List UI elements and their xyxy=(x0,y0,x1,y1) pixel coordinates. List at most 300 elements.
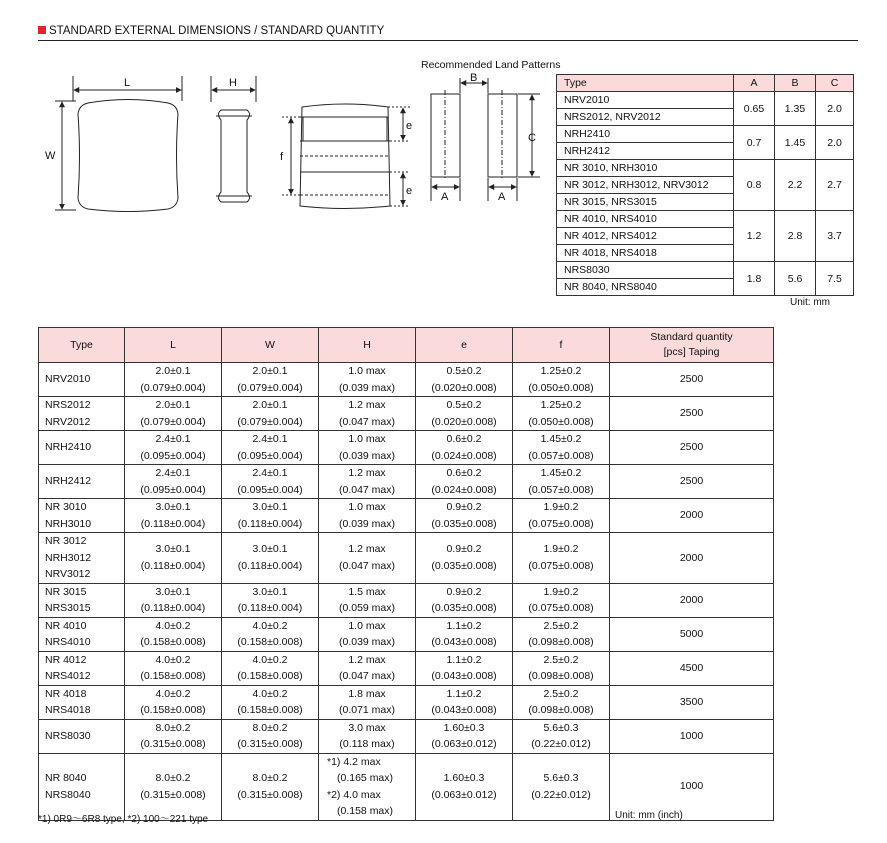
e-cell xyxy=(416,465,513,499)
L-line: (0.095±0.004) xyxy=(140,483,206,496)
type-cell: NR 4010, NRS4010 xyxy=(557,211,734,228)
table-row xyxy=(557,92,854,109)
H-line: 1.2 max xyxy=(348,653,386,666)
type-line: NRS8040 xyxy=(45,788,91,801)
type-line: NRH3012 xyxy=(45,551,92,564)
type-line: NR 4012 xyxy=(45,653,87,666)
f-line: 1.9±0.2 xyxy=(543,501,579,513)
L-line: (0.095±0.004) xyxy=(140,449,206,462)
H-line: 1.0 max xyxy=(348,433,386,445)
L-cell xyxy=(125,651,222,685)
e-line: (0.043±0.008) xyxy=(431,670,497,682)
type-line: NR 3010 xyxy=(45,501,87,513)
label-H: H xyxy=(229,77,237,89)
e-line: 0.9±0.2 xyxy=(446,585,482,598)
type-line: NRS4018 xyxy=(45,704,91,716)
unit-label: Unit: mm (inch) xyxy=(615,810,683,821)
L-cell xyxy=(125,719,222,753)
L-line: (0.118±0.004) xyxy=(140,517,206,530)
f-line: (0.075±0.008) xyxy=(528,602,594,614)
L-line: 4.0±0.2 xyxy=(155,653,191,666)
label-A-right: A xyxy=(498,191,506,203)
dimension-table xyxy=(38,327,774,821)
H-line: (0.047 max) xyxy=(338,670,396,682)
L-line: 8.0±0.2 xyxy=(155,772,191,784)
value-C: 3.7 xyxy=(816,211,854,262)
type-line: NRS8030 xyxy=(45,729,91,742)
f-line: 2.5±0.2 xyxy=(543,687,579,700)
L-cell xyxy=(125,397,222,431)
W-line: (0.079±0.004) xyxy=(237,381,303,394)
type-cell: NRH2412 xyxy=(557,143,734,160)
W-line: 4.0±0.2 xyxy=(252,653,288,666)
e-line: (0.020±0.008) xyxy=(431,381,497,394)
W-line: 3.0±0.1 xyxy=(252,585,288,598)
f-line: 1.25±0.2 xyxy=(540,365,582,377)
col-B: B xyxy=(775,75,816,92)
W-cell xyxy=(222,397,319,431)
H-line: (0.047 max) xyxy=(338,559,396,572)
table-row xyxy=(39,651,774,685)
W-cell xyxy=(222,465,319,499)
header-qty-line1: Standard quantity xyxy=(650,331,733,343)
table-row xyxy=(39,465,774,499)
L-cell xyxy=(125,431,222,465)
H-line: (0.039 max) xyxy=(338,636,396,648)
label-B: B xyxy=(470,72,478,84)
f-line: 5.6±0.3 xyxy=(543,772,579,784)
e-cell xyxy=(416,719,513,753)
header-W: W xyxy=(222,328,319,363)
value-A: 1.8 xyxy=(734,262,775,296)
e-line: 0.5±0.2 xyxy=(446,399,482,411)
side-view-outline xyxy=(219,110,250,202)
L-line: 4.0±0.2 xyxy=(155,619,191,632)
value-B: 5.6 xyxy=(775,262,816,296)
quantity-cell: 2500 xyxy=(610,431,774,465)
e-line: 1.1±0.2 xyxy=(446,619,482,632)
f-cell xyxy=(513,397,610,431)
f-line: (0.057±0.008) xyxy=(528,449,594,462)
type-cell xyxy=(39,719,125,753)
e-line: 0.5±0.2 xyxy=(446,365,482,377)
H-cell xyxy=(319,397,416,431)
e-cell xyxy=(416,499,513,533)
quantity-cell: 2500 xyxy=(610,363,774,397)
type-line: NRH3010 xyxy=(45,517,92,530)
type-cell xyxy=(39,651,125,685)
footnote: *1) 0R9～6R8 type, *2) 100～221 type xyxy=(38,814,209,825)
land-pattern-table xyxy=(556,74,854,296)
f-line: (0.050±0.008) xyxy=(528,415,594,428)
L-line: 4.0±0.2 xyxy=(155,687,191,700)
type-line: NR 3012 xyxy=(45,535,87,547)
type-cell: NR 3012, NRH3012, NRV3012 xyxy=(557,177,734,194)
value-C: 7.5 xyxy=(816,262,854,296)
quantity-cell: 2000 xyxy=(610,583,774,617)
e-line: (0.063±0.012) xyxy=(431,738,497,750)
type-line: NR 8040 xyxy=(45,772,87,784)
e-cell xyxy=(416,651,513,685)
label-e-bottom: e xyxy=(406,185,413,197)
table-row xyxy=(557,211,854,228)
e-line: (0.024±0.008) xyxy=(431,483,497,496)
f-line: (0.098±0.008) xyxy=(528,670,594,682)
table-row xyxy=(557,262,854,279)
H-line: (0.059 max) xyxy=(338,602,396,614)
L-cell xyxy=(125,499,222,533)
W-line: 2.0±0.1 xyxy=(252,399,288,411)
W-cell xyxy=(222,499,319,533)
H-line: 3.0 max xyxy=(348,721,386,734)
L-line: 2.4±0.1 xyxy=(155,467,191,479)
e-cell xyxy=(416,397,513,431)
value-A: 0.8 xyxy=(734,160,775,211)
type-line: NRS3015 xyxy=(45,602,91,614)
W-cell xyxy=(222,651,319,685)
W-line: (0.118±0.004) xyxy=(237,602,303,614)
H-line: (0.039 max) xyxy=(338,449,396,462)
H-cell xyxy=(319,363,416,397)
type-line: NR 4010 xyxy=(45,619,87,632)
W-line: (0.315±0.008) xyxy=(237,738,303,750)
f-line: (0.098±0.008) xyxy=(528,636,594,648)
quantity-cell: 2000 xyxy=(610,533,774,584)
type-cell xyxy=(39,533,125,584)
quantity-cell: 5000 xyxy=(610,617,774,651)
W-line: (0.158±0.008) xyxy=(237,704,303,716)
value-A: 1.2 xyxy=(734,211,775,262)
type-line: NR 3015 xyxy=(45,585,87,598)
type-cell xyxy=(39,583,125,617)
e-line: 0.9±0.2 xyxy=(446,501,482,513)
land-unit-label: Unit: mm xyxy=(790,297,830,308)
e-line: (0.024±0.008) xyxy=(431,449,497,462)
dimension-table-header xyxy=(39,328,774,363)
type-cell xyxy=(39,397,125,431)
L-line: (0.315±0.008) xyxy=(140,788,206,801)
quantity-cell: 1000 xyxy=(610,719,774,753)
type-cell: NR 4012, NRS4012 xyxy=(557,228,734,245)
L-cell xyxy=(125,583,222,617)
H-cell xyxy=(319,499,416,533)
table-row xyxy=(39,719,774,753)
L-cell xyxy=(125,685,222,719)
quantity-cell: 3500 xyxy=(610,685,774,719)
header-e: e xyxy=(416,328,513,363)
value-B: 2.8 xyxy=(775,211,816,262)
value-B: 1.45 xyxy=(775,126,816,160)
f-line: 2.5±0.2 xyxy=(543,619,579,632)
e-cell xyxy=(416,753,513,820)
H-cell xyxy=(319,583,416,617)
H-line: (0.047 max) xyxy=(338,483,396,496)
type-cell: NR 4018, NRS4018 xyxy=(557,245,734,262)
type-cell: NR 8040, NRS8040 xyxy=(557,279,734,296)
f-cell xyxy=(513,685,610,719)
f-line: (0.057±0.008) xyxy=(528,483,594,496)
H-cell xyxy=(319,651,416,685)
f-line: (0.22±0.012) xyxy=(531,788,591,801)
e-cell xyxy=(416,617,513,651)
type-cell: NR 3010, NRH3010 xyxy=(557,160,734,177)
L-cell xyxy=(125,465,222,499)
W-line: (0.315±0.008) xyxy=(237,788,303,801)
H-line: 1.2 max xyxy=(348,399,386,411)
header-qty-line2: [pcs] Taping xyxy=(663,346,720,358)
H-line: (0.039 max) xyxy=(338,381,396,394)
W-line: 4.0±0.2 xyxy=(252,687,288,700)
W-line: 2.4±0.1 xyxy=(252,433,288,445)
L-line: 8.0±0.2 xyxy=(155,721,191,734)
L-line: 2.4±0.1 xyxy=(155,433,191,445)
type-cell: NR 3015, NRS3015 xyxy=(557,194,734,211)
land-table-header xyxy=(557,75,854,92)
L-line: 3.0±0.1 xyxy=(155,501,191,513)
H-line: (0.039 max) xyxy=(338,517,396,530)
col-C: C xyxy=(816,75,854,92)
e-cell xyxy=(416,583,513,617)
H-cell xyxy=(319,533,416,584)
label-W: W xyxy=(45,150,56,162)
f-cell xyxy=(513,533,610,584)
L-line: (0.315±0.008) xyxy=(140,738,206,750)
L-cell xyxy=(125,363,222,397)
type-line: NRV2012 xyxy=(45,415,91,428)
e-line: (0.020±0.008) xyxy=(431,415,497,428)
f-line: 1.45±0.2 xyxy=(540,433,582,445)
W-line: 8.0±0.2 xyxy=(252,721,288,734)
table-row xyxy=(39,363,774,397)
H-line: 1.0 max xyxy=(348,365,386,377)
type-line: NRS4012 xyxy=(45,670,91,682)
e-cell xyxy=(416,363,513,397)
W-cell xyxy=(222,533,319,584)
L-line: (0.158±0.008) xyxy=(140,670,206,682)
quantity-cell: 2500 xyxy=(610,397,774,431)
value-C: 2.0 xyxy=(816,126,854,160)
W-line: 3.0±0.1 xyxy=(252,501,288,513)
L-cell xyxy=(125,617,222,651)
H-cell xyxy=(319,465,416,499)
top-view-outline xyxy=(78,100,178,212)
f-line: 1.9±0.2 xyxy=(543,585,579,598)
H-line: 1.8 max xyxy=(348,687,386,700)
section-title: STANDARD EXTERNAL DIMENSIONS / STANDARD QUANTITY xyxy=(49,25,385,37)
e-line: (0.043±0.008) xyxy=(431,704,497,716)
table-row xyxy=(557,160,854,177)
H-line: (0.165 max) xyxy=(337,772,394,784)
H-cell xyxy=(319,431,416,465)
f-cell xyxy=(513,583,610,617)
W-line: 3.0±0.1 xyxy=(252,543,288,556)
quantity-cell: 2500 xyxy=(610,465,774,499)
label-L: L xyxy=(124,77,131,89)
f-cell xyxy=(513,499,610,533)
e-line: (0.043±0.008) xyxy=(431,636,497,648)
f-cell xyxy=(513,753,610,820)
f-line: (0.050±0.008) xyxy=(528,381,594,394)
W-line: (0.095±0.004) xyxy=(237,483,303,496)
H-cell xyxy=(319,617,416,651)
e-line: 1.1±0.2 xyxy=(446,687,482,700)
W-line: (0.118±0.004) xyxy=(237,517,303,530)
H-cell xyxy=(319,685,416,719)
header-type: Type xyxy=(39,328,125,363)
table-row xyxy=(557,126,854,143)
L-line: (0.118±0.004) xyxy=(140,602,206,614)
e-line: (0.035±0.008) xyxy=(431,517,497,530)
e-line: (0.035±0.008) xyxy=(431,559,497,572)
quantity-cell: 2000 xyxy=(610,499,774,533)
e-cell xyxy=(416,431,513,465)
type-cell xyxy=(39,499,125,533)
type-cell xyxy=(39,685,125,719)
W-cell xyxy=(222,685,319,719)
type-line: NRS4010 xyxy=(45,636,91,648)
table-row xyxy=(39,397,774,431)
label-e-top: e xyxy=(406,120,413,132)
table-row xyxy=(39,583,774,617)
quantity-cell: 4500 xyxy=(610,651,774,685)
e-line: 0.9±0.2 xyxy=(446,543,482,556)
table-row xyxy=(39,617,774,651)
W-line: 2.4±0.1 xyxy=(252,467,288,479)
W-cell xyxy=(222,431,319,465)
H-line: 1.2 max xyxy=(348,543,386,556)
W-cell xyxy=(222,363,319,397)
f-line: 1.45±0.2 xyxy=(540,467,582,479)
type-line: NRH2412 xyxy=(45,475,92,488)
value-A: 0.7 xyxy=(734,126,775,160)
type-line: NRS2012 xyxy=(45,399,91,411)
label-A-left: A xyxy=(441,191,449,203)
H-line: 1.0 max xyxy=(348,501,386,513)
f-cell xyxy=(513,719,610,753)
W-line: (0.079±0.004) xyxy=(237,415,303,428)
H-line: *1) 4.2 max xyxy=(327,755,381,768)
W-line: (0.158±0.008) xyxy=(237,636,303,648)
type-line: NR 4018 xyxy=(45,687,87,700)
W-line: 8.0±0.2 xyxy=(252,772,288,784)
type-cell xyxy=(39,617,125,651)
value-B: 2.2 xyxy=(775,160,816,211)
value-C: 2.0 xyxy=(816,92,854,126)
header-L: L xyxy=(125,328,222,363)
f-line: 2.5±0.2 xyxy=(543,653,579,666)
type-cell: NRS2012, NRV2012 xyxy=(557,109,734,126)
table-row xyxy=(39,499,774,533)
W-line: 2.0±0.1 xyxy=(252,365,288,377)
land-title: Recommended Land Patterns xyxy=(421,59,561,71)
label-f: f xyxy=(280,151,284,163)
type-cell: NRS8030 xyxy=(557,262,734,279)
e-line: 0.6±0.2 xyxy=(446,467,482,479)
table-row xyxy=(39,685,774,719)
L-line: (0.158±0.008) xyxy=(140,704,206,716)
col-type: Type xyxy=(557,75,734,92)
f-line: (0.22±0.012) xyxy=(531,738,591,750)
type-line: NRV3012 xyxy=(45,568,91,580)
f-line: 1.25±0.2 xyxy=(540,399,582,411)
W-cell xyxy=(222,753,319,820)
e-cell xyxy=(416,533,513,584)
f-cell xyxy=(513,651,610,685)
L-line: (0.079±0.004) xyxy=(140,415,206,428)
L-line: (0.118±0.004) xyxy=(140,559,206,572)
H-line: *2) 4.0 max xyxy=(327,788,381,801)
value-B: 1.35 xyxy=(775,92,816,126)
f-cell xyxy=(513,363,610,397)
type-cell xyxy=(39,465,125,499)
e-line: (0.035±0.008) xyxy=(431,602,497,614)
type-line: NRH2410 xyxy=(45,441,92,454)
e-cell xyxy=(416,685,513,719)
header-standard-quantity xyxy=(610,328,774,363)
H-line: (0.047 max) xyxy=(338,415,396,428)
W-line: (0.095±0.004) xyxy=(237,449,303,462)
L-line: 3.0±0.1 xyxy=(155,585,191,598)
H-line: 1.5 max xyxy=(348,585,386,598)
table-row xyxy=(39,431,774,465)
type-cell xyxy=(39,363,125,397)
quantity-cell: 1000 xyxy=(610,753,774,820)
table-row xyxy=(39,533,774,584)
f-line: (0.075±0.008) xyxy=(528,517,594,530)
f-line: (0.075±0.008) xyxy=(528,559,594,572)
f-line: 5.6±0.3 xyxy=(543,721,579,734)
f-cell xyxy=(513,431,610,465)
L-line: 3.0±0.1 xyxy=(155,543,191,556)
W-line: 4.0±0.2 xyxy=(252,619,288,632)
H-line: (0.158 max) xyxy=(337,805,394,817)
type-cell: NRH2410 xyxy=(557,126,734,143)
f-line: (0.098±0.008) xyxy=(528,704,594,716)
f-cell xyxy=(513,617,610,651)
W-cell xyxy=(222,617,319,651)
header-H: H xyxy=(319,328,416,363)
H-line: (0.118 max) xyxy=(339,738,395,750)
value-A: 0.65 xyxy=(734,92,775,126)
f-cell xyxy=(513,465,610,499)
e-line: 1.60±0.3 xyxy=(443,721,485,734)
L-line: 2.0±0.1 xyxy=(155,399,191,411)
W-line: (0.158±0.008) xyxy=(237,670,303,682)
f-line: 1.9±0.2 xyxy=(543,543,579,556)
header-f: f xyxy=(513,328,610,363)
L-cell xyxy=(125,533,222,584)
W-line: (0.118±0.004) xyxy=(237,559,303,572)
L-line: 2.0±0.1 xyxy=(155,365,191,377)
L-line: (0.158±0.008) xyxy=(140,636,206,648)
label-C: C xyxy=(528,132,536,144)
H-cell xyxy=(319,753,416,820)
e-line: (0.063±0.012) xyxy=(431,788,497,801)
H-cell xyxy=(319,719,416,753)
col-A: A xyxy=(734,75,775,92)
H-line: 1.0 max xyxy=(348,619,386,632)
W-cell xyxy=(222,583,319,617)
H-line: 1.2 max xyxy=(348,467,386,479)
L-line: (0.079±0.004) xyxy=(140,381,206,394)
value-C: 2.7 xyxy=(816,160,854,211)
e-line: 1.60±0.3 xyxy=(443,772,485,784)
e-line: 1.1±0.2 xyxy=(446,653,482,666)
e-line: 0.6±0.2 xyxy=(446,433,482,445)
type-cell xyxy=(39,431,125,465)
type-line: NRV2010 xyxy=(45,373,91,386)
W-cell xyxy=(222,719,319,753)
